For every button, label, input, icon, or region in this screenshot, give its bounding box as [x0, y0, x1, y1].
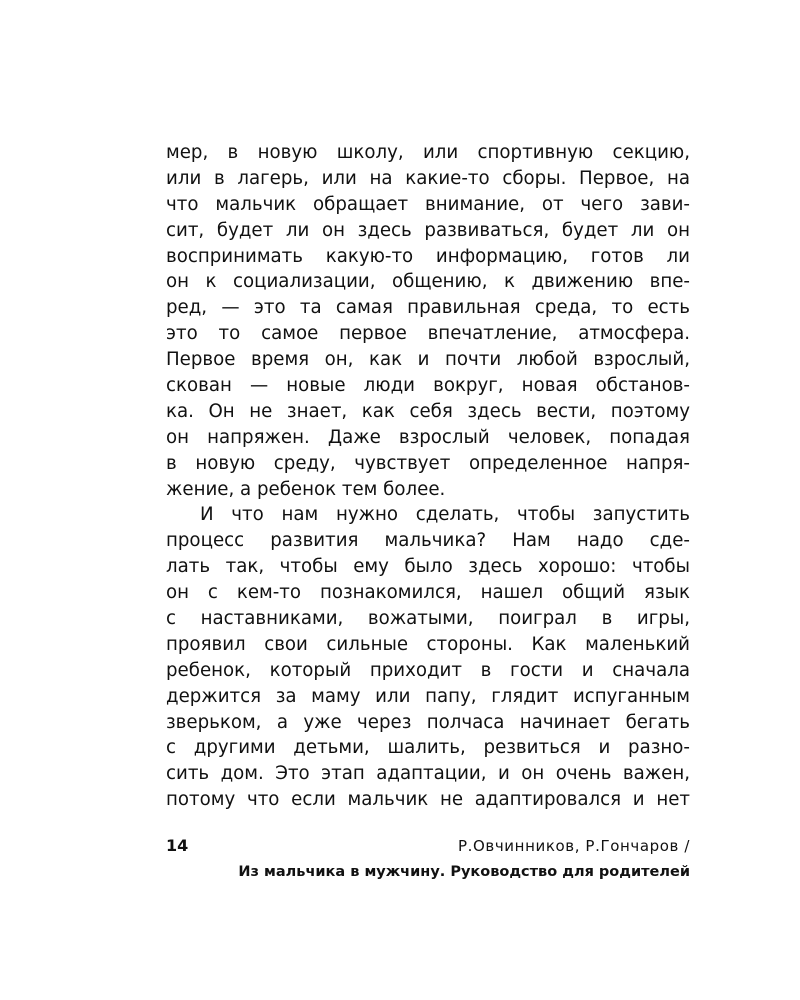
text-line: зверьком, а уже через полчаса начинает бегать	[166, 711, 690, 733]
text-line: он к социализации, общению, к движению впе-	[166, 271, 690, 293]
footer-authors: Р.Овчинников, Р.Гончаров /	[457, 837, 690, 855]
text-line: держится за маму или папу, глядит испуганным	[166, 685, 690, 707]
text-line: сить дом. Это этап адаптации, и он очень важен,	[166, 763, 690, 785]
text-line: ка. Он не знает, как себя здесь вести, поэтому	[166, 400, 690, 422]
body-text	[166, 140, 690, 813]
text-line: в новую среду, чувствует определенное напря-	[166, 452, 690, 474]
paragraph-end-line: жение, а ребенок тем более.	[166, 478, 446, 500]
footer-book-title: Из мальчика в мужчину. Руководство для родителей	[238, 864, 690, 880]
text-line: сит, будет ли он здесь развиваться, будет ли он	[166, 219, 690, 241]
text-line: проявил свои сильные стороны. Как маленький	[166, 633, 690, 655]
paragraph-start-line: И что нам нужно сделать, чтобы запустить	[200, 504, 690, 526]
text-line: скован — новые люди вокруг, новая обстанов-	[166, 375, 690, 397]
text-line: ред, — это та самая правильная среда, то есть	[166, 297, 690, 319]
text-line: воспринимать какую-то информацию, готов ли	[166, 245, 690, 267]
text-line: что мальчик обращает внимание, от чего зави-	[166, 193, 690, 215]
text-line: это то самое первое впечатление, атмосфера.	[166, 323, 690, 345]
text-line: или в лагерь, или на какие-то сборы. Первое, на	[166, 167, 690, 189]
text-line: с наставниками, вожатыми, поиграл в игры,	[166, 608, 690, 630]
text-line: потому что если мальчик не адаптировался и нет	[166, 789, 690, 811]
text-line: он с кем-то познакомился, нашел общий язык	[166, 582, 690, 604]
text-line: Первое время он, как и почти любой взрослый,	[166, 349, 690, 371]
text-line: ребенок, который приходит в гости и сначала	[166, 659, 690, 681]
text-line: он напряжен. Даже взрослый человек, попадая	[166, 426, 690, 448]
text-line: мер, в новую школу, или спортивную секцию,	[166, 142, 690, 163]
text-line: с другими детьми, шалить, резвиться и разно-	[166, 737, 690, 759]
page-number: 14	[166, 836, 189, 855]
text-line: лать так, чтобы ему было здесь хорошо: чтобы	[166, 556, 690, 578]
text-line: процесс развития мальчика? Нам надо сде-	[166, 530, 690, 552]
